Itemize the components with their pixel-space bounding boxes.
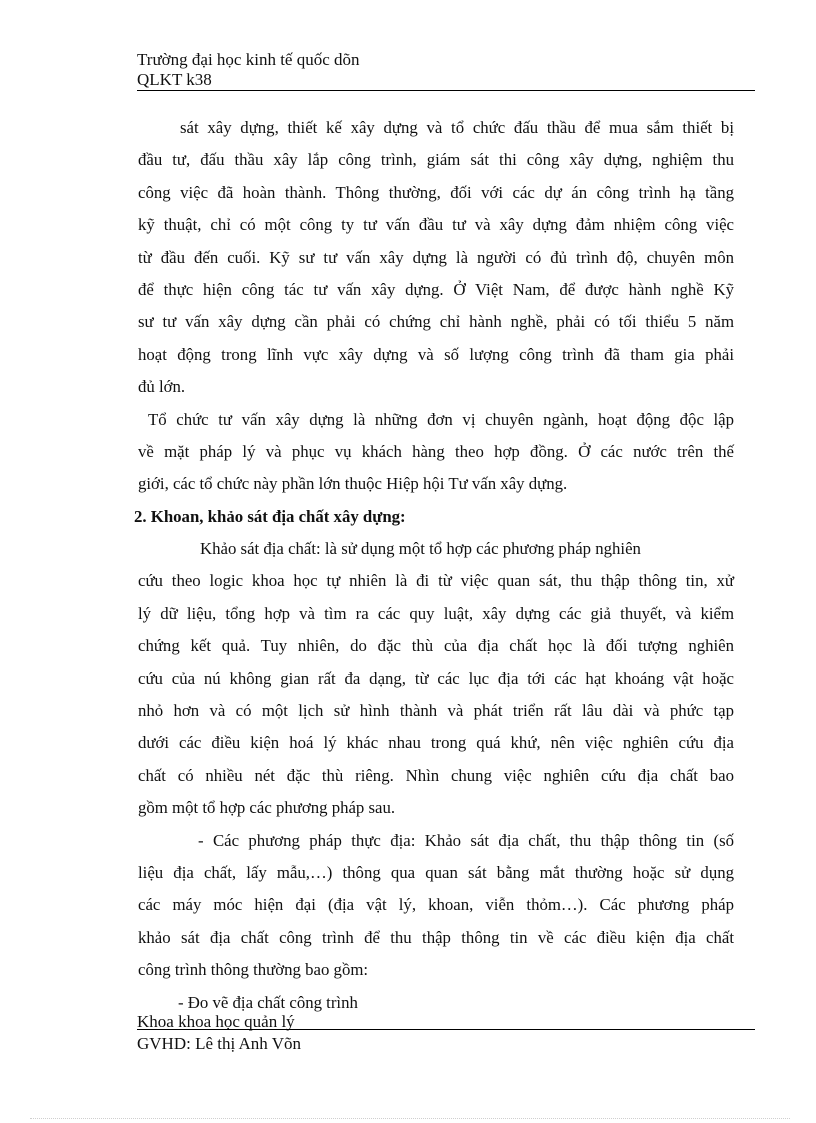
text-line: - Các phương pháp thực địa: Khảo sát địa chất, thu thập thông tin (số — [198, 830, 734, 850]
text-line: nhỏ hơn và có một lịch sử hình thành và phát triển rất lâu dài và phức tạp — [138, 701, 734, 721]
page-header — [137, 50, 755, 90]
footer-faculty: Khoa khoa học quản lý — [137, 1012, 295, 1031]
text-line: sư tư vấn xây dựng cần phải có chứng chỉ hành nghề, phải có tối thiểu 5 năm — [138, 312, 734, 332]
text-line: dưới các điều kiện hoá lý khác nhau trong quá khứ, nên việc nghiên cứu địa — [138, 733, 734, 753]
text-line: chất có nhiều nét đặc thù riêng. Nhìn chung việc nghiên cứu địa chất bao — [138, 765, 734, 785]
text-line: đủ lớn. — [138, 377, 186, 397]
text-line: hoạt động trong lĩnh vực xây dựng và số lượng công trình đã tham gia phải — [138, 344, 734, 364]
text-line: đầu tư, đấu thầu xây lắp công trình, giám sát thi công xây dựng, nghiệm thu — [138, 150, 734, 170]
text-line: - Đo vẽ địa chất công trình — [178, 992, 358, 1012]
text-line: giới, các tổ chức này phần lớn thuộc Hiệp hội Tư vấn xây dựng. — [138, 474, 568, 494]
text-line: khảo sát địa chất công trình để thu thập thông tin về các điều kiện địa chất — [138, 927, 734, 947]
header-class: QLKT k38 — [137, 70, 212, 89]
text-line: các máy móc hiện đại (địa vật lý, khoan, viễn thỏm…). Các phương pháp — [138, 895, 734, 915]
text-line: chứng kết quả. Tuy nhiên, do đặc thù của địa chất học là đối tượng nghiên — [138, 636, 734, 656]
text-line: Khảo sát địa chất: là sử dụng một tổ hợp các phương pháp nghiên — [200, 539, 641, 559]
header-school: Trường đại học kinh tế quốc dõn — [137, 50, 360, 69]
text-line: liệu địa chất, lấy mẫu,…) thông qua quan sát bằng mắt thường hoặc sử dụng — [138, 862, 734, 882]
section-heading: 2. Khoan, khảo sát địa chất xây dựng: — [134, 506, 406, 526]
text-line: để thực hiện công tác tư vấn xây dựng. Ở Việt Nam, để được hành nghề Kỹ — [138, 279, 734, 299]
footer-rule — [137, 1029, 755, 1030]
document-body — [134, 112, 734, 1019]
footer-advisor: GVHD: Lê thị Anh Võn — [137, 1034, 302, 1053]
text-line: công việc đã hoàn thành. Thông thường, đối với các dự án công trình hạ tầng — [138, 182, 734, 202]
page-bottom-dotted-line — [30, 1118, 790, 1119]
text-line: sát xây dựng, thiết kế xây dựng và tổ chức đấu thầu để mua sắm thiết bị — [180, 118, 734, 137]
header-rule — [137, 90, 755, 91]
text-line: về mặt pháp lý và phục vụ khách hàng theo hợp đồng. Ở các nước trên thế — [138, 441, 734, 461]
text-line: kỹ thuật, chỉ có một công ty tư vấn đầu tư và xây dựng đảm nhiệm công việc — [138, 215, 734, 235]
text-line: Tổ chức tư vấn xây dựng là những đơn vị chuyên ngành, hoạt động độc lập — [148, 409, 734, 429]
text-line: gồm một tổ hợp các phương pháp sau. — [138, 798, 396, 818]
text-line: từ đầu đến cuối. Kỹ sư tư vấn xây dựng là người có đủ trình độ, chuyên môn — [138, 247, 734, 267]
text-line: công trình thông thường bao gồm: — [138, 960, 369, 980]
text-line: lý dữ liệu, tổng hợp và tìm ra các quy luật, xây dựng các giả thuyết, và kiểm — [138, 603, 734, 623]
text-line: cứu của nú không gian rất đa dạng, từ các lục địa tới các hạt khoáng vật hoặc — [138, 668, 734, 688]
text-line: cứu theo logic khoa học tự nhiên là đi từ việc quan sát, thu thập thông tin, xử — [138, 571, 734, 591]
